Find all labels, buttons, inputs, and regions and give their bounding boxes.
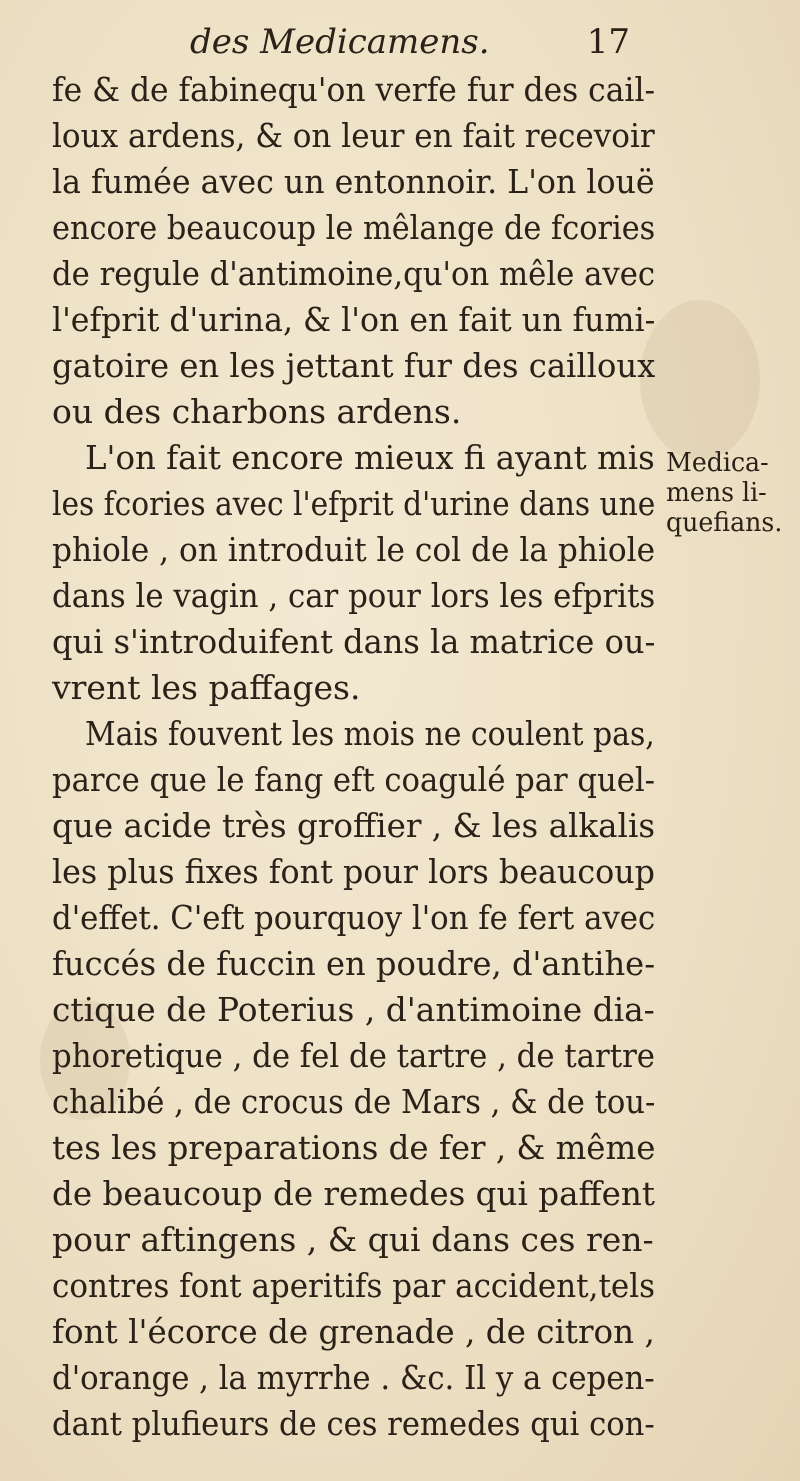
- text-line: qui s'introduifent dans la matrice ou-: [52, 622, 656, 661]
- text-line: contres font aperitifs par accident,tels: [52, 1266, 655, 1305]
- text-line: l'efprit d'urina, & l'on en fait un fumi-: [52, 300, 656, 339]
- text-line: encore beaucoup le mêlange de fcories: [52, 208, 656, 247]
- text-line: gatoire en les jettant fur des cailloux: [52, 346, 656, 385]
- text-line: ou des charbons ardens.: [52, 392, 462, 431]
- text-line: la fumée avec un entonnoir. L'on louë: [52, 162, 655, 201]
- text-line: phiole , on introduit le col de la phiole: [52, 530, 656, 569]
- text-line: tes les preparations de fer , & même: [52, 1128, 656, 1167]
- text-line: de beaucoup de remedes qui paffent: [52, 1174, 655, 1213]
- text-line: ctique de Poterius , d'antimoine dia-: [52, 990, 655, 1029]
- page-header: [190, 20, 630, 64]
- text-line: pour aftingens , & qui dans ces ren-: [52, 1220, 654, 1259]
- text-line: fuccés de fuccin en poudre, d'antihe-: [52, 944, 656, 983]
- text-line: de regule d'antimoine,qu'on mêle avec: [52, 254, 656, 293]
- margin-note-line: Medica-: [666, 448, 769, 478]
- running-title: des Medicamens.: [190, 22, 490, 62]
- paper-stain: [640, 300, 760, 460]
- text-line: font l'écorce de grenade , de citron ,: [52, 1312, 655, 1351]
- text-line: vrent les paffages.: [52, 668, 361, 707]
- text-line: Mais fouvent les mois ne coulent pas,: [85, 714, 655, 753]
- text-line: d'effet. C'eft pourquoy l'on fe fert avec: [52, 898, 656, 937]
- text-line: fe & de fabinequ'on verfe fur des cail-: [52, 70, 656, 109]
- text-line: phoretique , de fel de tartre , de tartre: [52, 1036, 655, 1075]
- text-line: que acide très groffier , & les alkalis: [52, 806, 656, 845]
- text-line: dant plufieurs de ces remedes qui con-: [52, 1404, 655, 1443]
- text-line: chalibé , de crocus de Mars , & de tou-: [52, 1082, 656, 1121]
- margin-note-line: mens li-: [666, 478, 767, 508]
- text-line: dans le vagin , car pour lors les efprits: [52, 576, 656, 615]
- text-line: les plus fixes font pour lors beaucoup: [52, 852, 655, 891]
- text-line: loux ardens, & on leur en fait recevoir: [52, 116, 655, 155]
- text-line: les fcories avec l'efprit d'urine dans une: [52, 484, 656, 523]
- text-line: L'on fait encore mieux fi ayant mis: [85, 438, 655, 477]
- page-number: 17: [586, 22, 630, 62]
- margin-note: [666, 448, 798, 538]
- text-line: parce que le fang eft coagulé par quel-: [52, 760, 655, 799]
- margin-note-line: quefians.: [666, 508, 783, 538]
- text-line: d'orange , la myrrhe . &c. Il y a cepen-: [52, 1358, 655, 1397]
